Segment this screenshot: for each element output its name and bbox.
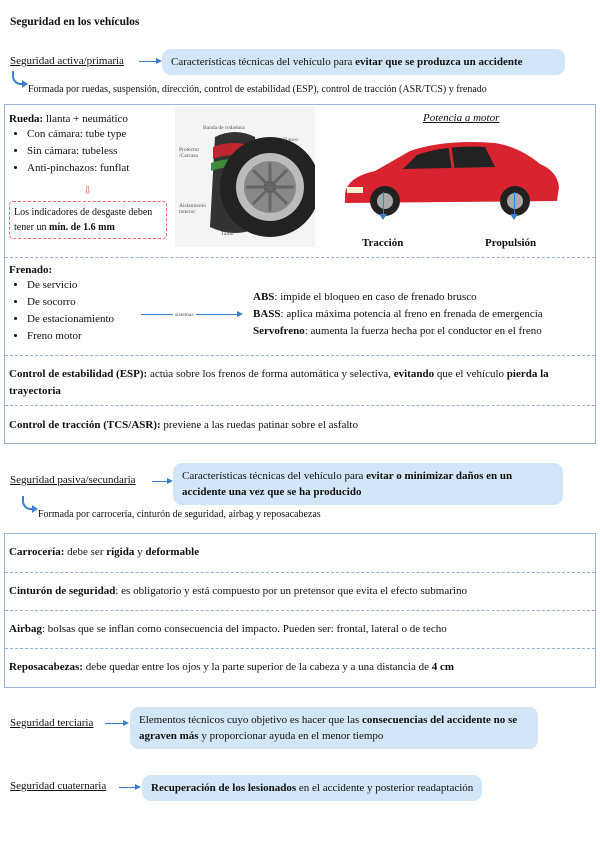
indicator-text: Los indicadores de desgaste deben tener un — [14, 207, 153, 233]
car-caption: Potencia a motor — [423, 112, 500, 124]
car-illustration — [335, 129, 565, 227]
system-servofreno: Servofreno: aumenta la fuerza hecha por el conductor en el freno — [253, 325, 542, 337]
row-rueda — [5, 105, 595, 258]
panel-pasiva — [4, 533, 596, 688]
row-cinturon — [5, 573, 595, 611]
indicator-bold: mín. de 1.6 mm — [49, 222, 115, 233]
arrow-down-icon — [379, 214, 387, 220]
system-bass: BASS: aplica máxima potencia al freno en frenada de emergencia — [253, 308, 543, 320]
section-label-pasiva: Seguridad pasiva/secundaria — [10, 474, 136, 486]
callout-activa-text: Características técnicas del vehículo para — [171, 56, 356, 68]
section-label-terciaria: Seguridad terciaria — [10, 717, 94, 729]
section-label-cuaternaria: Seguridad cuaternaria — [10, 780, 107, 792]
tire-icon — [175, 107, 315, 247]
tire-label-talon: Talón — [221, 231, 234, 237]
tire-label-flanco: Flanco — [283, 137, 298, 143]
list-item: • De servicio — [27, 277, 114, 294]
row-tcs — [5, 406, 595, 443]
row-reposacabezas — [5, 649, 595, 687]
down-arrow-icon: ⇩ — [83, 185, 93, 197]
rueda-heading: Rueda: — [9, 113, 44, 125]
tire-label-aislamiento: Aislamiento interior — [179, 203, 206, 215]
arrow-cuaternaria — [119, 787, 139, 788]
esp-text: Control de estabilidad (ESP): actúa sobre los frenos de forma automática y selectiva, evitando que el vehículo pierda la trayectoria — [9, 368, 549, 397]
callout-cuaternaria: Recuperación de los lesionados en el accidente y posterior readaptación — [142, 775, 482, 801]
reposacabezas-text: Reposacabezas: debe quedar entre los ojos y la parte superior de la cabeza y a una distancia de 4 cm — [9, 661, 455, 673]
indicator-box — [9, 201, 167, 239]
carroceria-text: Carrocería: debe ser rígida y deformable — [9, 546, 200, 558]
callout-pasiva — [173, 463, 563, 505]
list-item: • Sin cámara: tubeless — [27, 143, 179, 160]
callout-terciaria: Elementos técnicos cuyo objetivo es hacer que las consecuencias del accidente no se agraven más y proporcionar ayuda en el menor tiempo — [130, 707, 538, 749]
row-airbag — [5, 611, 595, 649]
label-traccion: Tracción — [362, 237, 404, 249]
hook-arrow-icon — [12, 71, 23, 85]
hook-arrow-icon — [22, 496, 33, 510]
list-item: • Freno motor — [27, 328, 114, 345]
car-icon — [335, 129, 565, 227]
system-abs: ABS: impide el bloqueo en caso de frenado brusco — [253, 291, 477, 303]
frenado-block — [9, 264, 114, 345]
row-carroceria — [5, 534, 595, 573]
note-activa: Formada por ruedas, suspensión, dirección, control de estabilidad (ESP), control de tracción (ASR/TCS) y frenado — [28, 84, 487, 95]
callout-activa-bold: evitar que se produzca un accidente — [355, 56, 523, 68]
section-label-activa: Seguridad activa/primaria — [10, 55, 124, 67]
frenado-systems — [253, 289, 543, 340]
panel-activa — [4, 104, 596, 444]
note-pasiva: Formada por carrocería, cinturón de seguridad, airbag y reposacabezas — [38, 509, 321, 520]
frenado-heading: Frenado: — [9, 264, 53, 276]
page-title: Seguridad en los vehículos — [10, 16, 140, 28]
arrow-pasiva — [152, 481, 171, 482]
arrow-down-icon — [510, 214, 518, 220]
rueda-desc: llanta + neumático — [43, 113, 128, 125]
row-frenado — [5, 258, 595, 356]
label-propulsion: Propulsión — [485, 237, 537, 249]
list-item: • Anti-pinchazos: funflat — [27, 160, 179, 177]
row-esp — [5, 356, 595, 406]
sistemas-label: sistemas — [175, 312, 194, 318]
list-item: • De estacionamiento — [27, 311, 114, 328]
callout-pasiva-bold: evitar o minimizar daños en un accidente una vez que se ha producido — [182, 470, 513, 498]
callout-pasiva-text: Características técnicas del vehículo para — [182, 470, 367, 482]
callout-activa — [162, 49, 565, 75]
list-item: • De socorro — [27, 294, 114, 311]
tire-illustration — [175, 107, 315, 247]
airbag-text: Airbag: bolsas que se inflan como consecuencia del impacto. Pueden ser: frontal, lateral o de techo — [9, 623, 447, 635]
arrow-activa — [139, 61, 160, 62]
arrow-terciaria — [105, 723, 127, 724]
rueda-block — [9, 113, 179, 177]
tire-label-protector: Protector /Carcasa — [179, 147, 200, 159]
tire-label-banda: Banda de rodadura — [203, 125, 245, 131]
cinturon-text: Cinturón de seguridad: es obligatorio y está compuesto por un pretensor que evita el efecto submarino — [9, 585, 467, 597]
tcs-text: Control de tracción (TCS/ASR): previene a las ruedas patinar sobre el asfalto — [9, 419, 358, 431]
list-item: • Con cámara: tube type — [27, 126, 179, 143]
